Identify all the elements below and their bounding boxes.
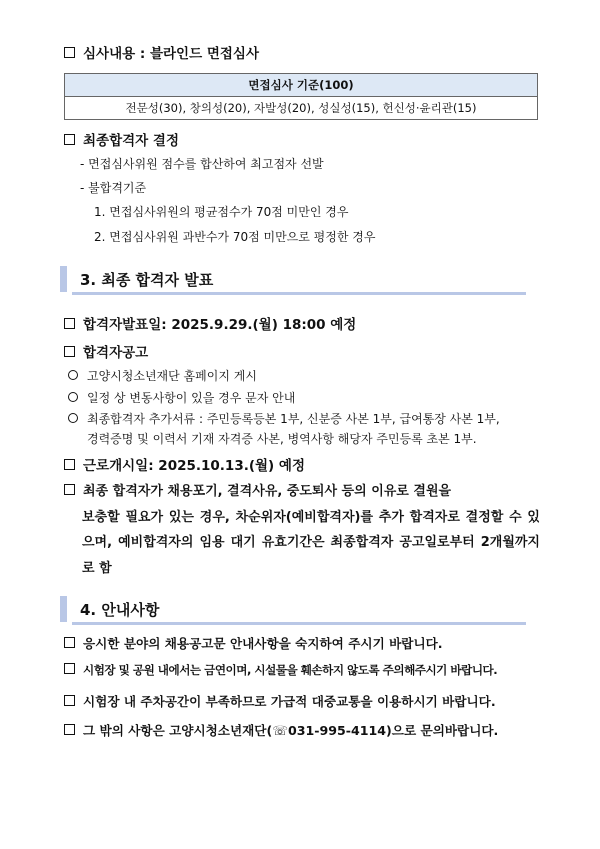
vacancy-paragraph: [64, 479, 540, 581]
checkbox-square-icon: [64, 484, 75, 495]
notice-item-3-text: 최종합격자 추가서류 : 주민등록등본 1부, 신분증 사본 1부, 급여통장 사본 1부,: [87, 412, 500, 426]
final-decision-title: 최종합격자 결정: [83, 133, 179, 149]
final-decision-heading: [64, 129, 179, 149]
fail-criterion-2: 2. 면접심사위원 과반수가 70점 미만으로 평정한 경우: [94, 230, 376, 244]
guide-item-1-text: 응시한 분야의 채용공고문 안내사항을 숙지하여 주시기 바랍니다.: [83, 636, 443, 651]
criteria-header: 면접심사 기준(100): [65, 74, 538, 97]
checkbox-square-icon: [64, 724, 75, 735]
notice-item-3: [68, 410, 500, 427]
decision-item-2: - 불합격기준: [80, 181, 147, 195]
notice-item-1-text: 고양시청소년재단 홈페이지 게시: [87, 369, 257, 383]
guide-item-4-text: 그 밖의 사항은 고양시청소년재단(☏031-995-4114)으로 문의바랍니다.: [83, 723, 499, 738]
guide-item-1: [64, 633, 443, 652]
start-date-text: 근로개시일: 2025.10.13.(월) 예정: [83, 458, 305, 474]
start-date: [64, 454, 305, 474]
checkbox-square-icon: [64, 637, 75, 648]
circle-bullet-icon: [68, 370, 78, 380]
notice-heading: [64, 341, 148, 361]
section-underline: [72, 292, 526, 295]
notice-item-2-text: 일정 상 변동사항이 있을 경우 문자 안내: [87, 391, 296, 405]
fail-criterion-1: 1. 면접심사위원의 평균점수가 70점 미만인 경우: [94, 205, 349, 219]
notice-item-2: [68, 389, 295, 406]
announce-date: [64, 313, 356, 333]
vacancy-continued: 보충할 필요가 있는 경우, 차순위자(예비합격자)를 추가 합격자로 결정할 수 있으며, 예비합격자의 임용 대기 유효기간은 최종합격자 공고일로부터 2개월까지로 함: [82, 509, 540, 576]
circle-bullet-icon: [68, 413, 78, 423]
section-4-title: 4. 안내사항: [80, 601, 160, 619]
notice-item-3-continued: 경력증명 및 이력서 기재 자격증 사본, 병역사항 해당자 주민등록 초본 1부.: [87, 432, 477, 446]
guide-item-2: [64, 662, 497, 678]
review-content-heading: [64, 42, 259, 62]
notice-item-1: [68, 367, 257, 384]
checkbox-square-icon: [64, 695, 75, 706]
section-3-header: [60, 266, 526, 292]
guide-item-3-text: 시험장 내 주차공간이 부족하므로 가급적 대중교통을 이용하시기 바랍니다.: [83, 694, 496, 709]
checkbox-square-icon: [64, 318, 75, 329]
checkbox-square-icon: [64, 459, 75, 470]
guide-item-4: [64, 720, 498, 739]
guide-item-2-text: 시험장 및 공원 내에서는 금연이며, 시설물을 훼손하지 않도록 주의해주시기 바랍니다.: [83, 663, 498, 677]
section-3-title: 3. 최종 합격자 발표: [80, 271, 214, 289]
vacancy-first-line: 최종 합격자가 채용포기, 결격사유, 중도퇴사 등의 이유로 결원을: [83, 484, 452, 499]
section-underline: [72, 622, 526, 625]
section-4-header: [60, 596, 526, 622]
checkbox-square-icon: [64, 663, 75, 674]
criteria-values: 전문성(30), 창의성(20), 자발성(20), 성실성(15), 헌신성·윤리관(15): [65, 97, 538, 120]
checkbox-square-icon: [64, 134, 75, 145]
section-accent-bar: [60, 596, 67, 622]
interview-criteria-table: [64, 73, 538, 120]
review-content-text: 심사내용 : 블라인드 면접심사: [83, 46, 259, 62]
circle-bullet-icon: [68, 392, 78, 402]
announce-date-text: 합격자발표일: 2025.9.29.(월) 18:00 예정: [83, 317, 357, 333]
notice-heading-text: 합격자공고: [83, 345, 149, 361]
decision-item-1: - 면접심사위원 점수를 합산하여 최고점자 선발: [80, 157, 324, 171]
checkbox-square-icon: [64, 346, 75, 357]
checkbox-square-icon: [64, 47, 75, 58]
section-accent-bar: [60, 266, 67, 292]
guide-item-3: [64, 691, 496, 710]
